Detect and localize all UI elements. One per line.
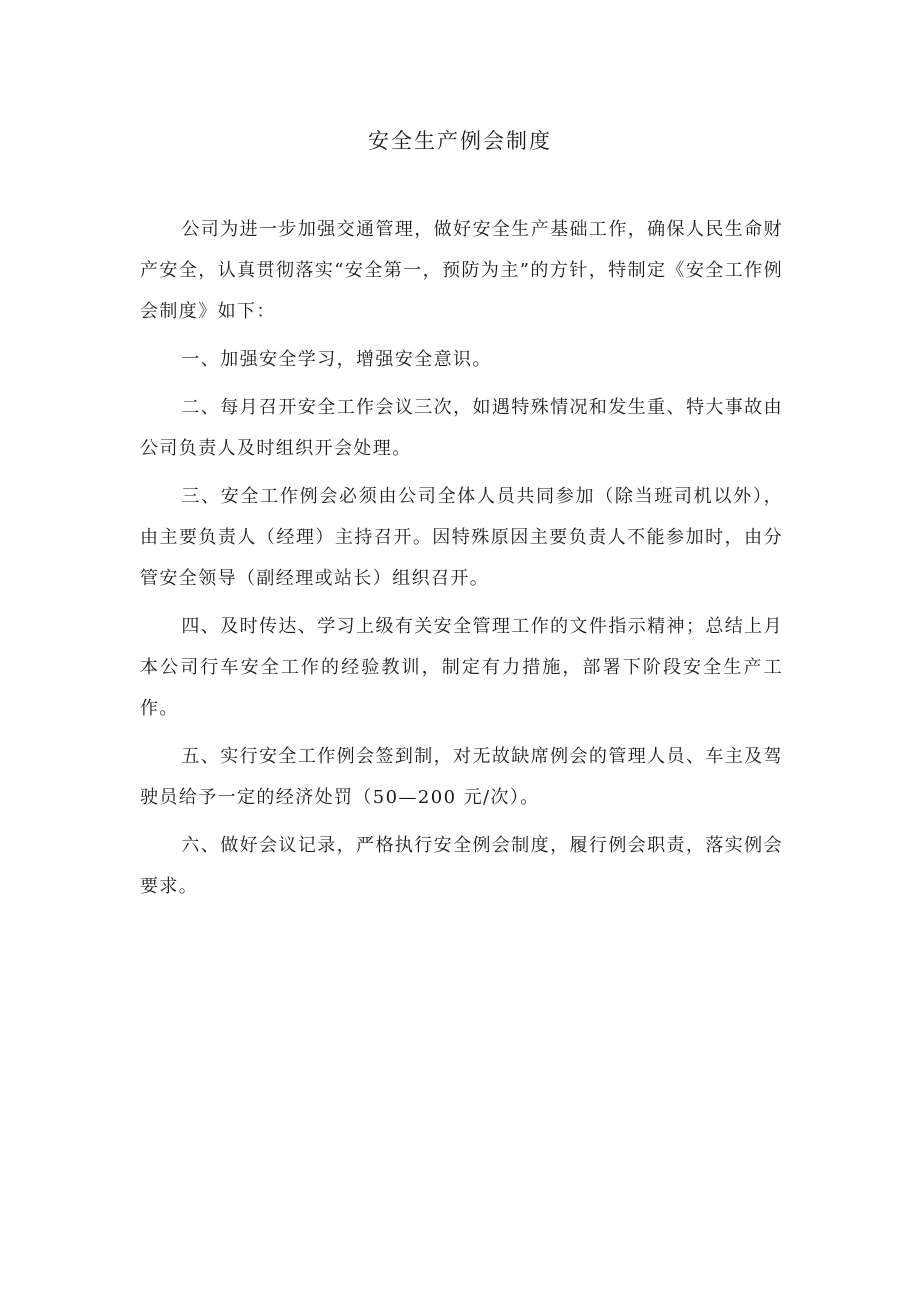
rule-3-paragraph: 三、安全工作例会必须由公司全体人员共同参加（除当班司机以外），由主要负责人（经理）主持召开。因特殊原因主要负责人不能参加时，由分管安全领导（副经理或站长）组织召开。 xyxy=(140,486,783,589)
intro-paragraph: 公司为进一步加强交通管理，做好安全生产基础工作，确保人民生命财产安全，认真贯彻落实“安全第一，预防为主”的方针，特制定《安全工作例会制度》如下： xyxy=(140,219,783,322)
document-body xyxy=(140,209,783,914)
rule-1-paragraph: 一、加强安全学习，增强安全意识。 xyxy=(181,349,492,370)
rule-2-paragraph: 二、每月召开安全工作会议三次，如遇特殊情况和发生重、特大事故由公司负责人及时组织开会处理。 xyxy=(140,397,783,459)
rule-5-paragraph: 五、实行安全工作例会签到制，对无故缺席例会的管理人员、车主及驾驶员给予一定的经济处罚（50—200 元/次）。 xyxy=(140,746,783,808)
rule-6-paragraph: 六、做好会议记录，严格执行安全例会制度，履行例会职责，落实例会要求。 xyxy=(140,835,783,897)
document-title: 安全生产例会制度 xyxy=(368,129,552,153)
rule-4-paragraph: 四、及时传达、学习上级有关安全管理工作的文件指示精神；总结上月本公司行车安全工作的经验教训，制定有力措施，部署下阶段安全生产工作。 xyxy=(140,616,783,719)
